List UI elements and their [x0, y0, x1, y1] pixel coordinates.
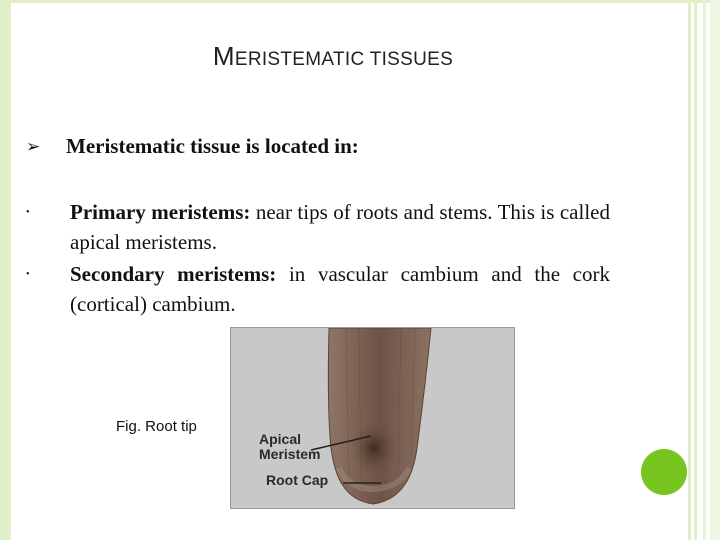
left-border-band — [0, 0, 11, 540]
title-rest: ERISTEMATIC TISSUES — [234, 49, 454, 70]
item-text: in vascular cambium and the cork (cortical) cambium. — [70, 262, 610, 316]
slide-title — [0, 41, 666, 72]
green-circle-decoration — [641, 449, 687, 495]
right-border-stripe — [688, 0, 691, 540]
item-term: Secondary meristems: — [70, 262, 277, 286]
bullet-dot-icon: • — [26, 207, 30, 218]
item-text: near tips of roots and stems. This is called apical meristems. — [70, 200, 610, 254]
right-border-stripe — [710, 0, 720, 540]
list-item-primary — [70, 197, 610, 257]
list-item-secondary — [70, 259, 610, 319]
label-apical-meristem — [259, 432, 320, 462]
label-root-cap: Root Cap — [266, 472, 329, 488]
right-border-stripe — [703, 0, 706, 540]
label-apical: Apical — [259, 431, 302, 447]
right-border-stripe — [694, 0, 697, 540]
item-term: Primary meristems: — [70, 200, 251, 224]
root-tip-image — [230, 327, 515, 509]
top-border-band — [0, 0, 720, 3]
label-meristem: Meristem — [259, 446, 321, 462]
bullet-dot-icon: • — [26, 269, 30, 280]
figure-caption: Fig. Root tip — [116, 418, 197, 435]
arrow-bullet-icon: ➢ — [26, 137, 41, 156]
title-initial: M — [212, 41, 235, 71]
intro-heading: Meristematic tissue is located in: — [66, 134, 359, 158]
